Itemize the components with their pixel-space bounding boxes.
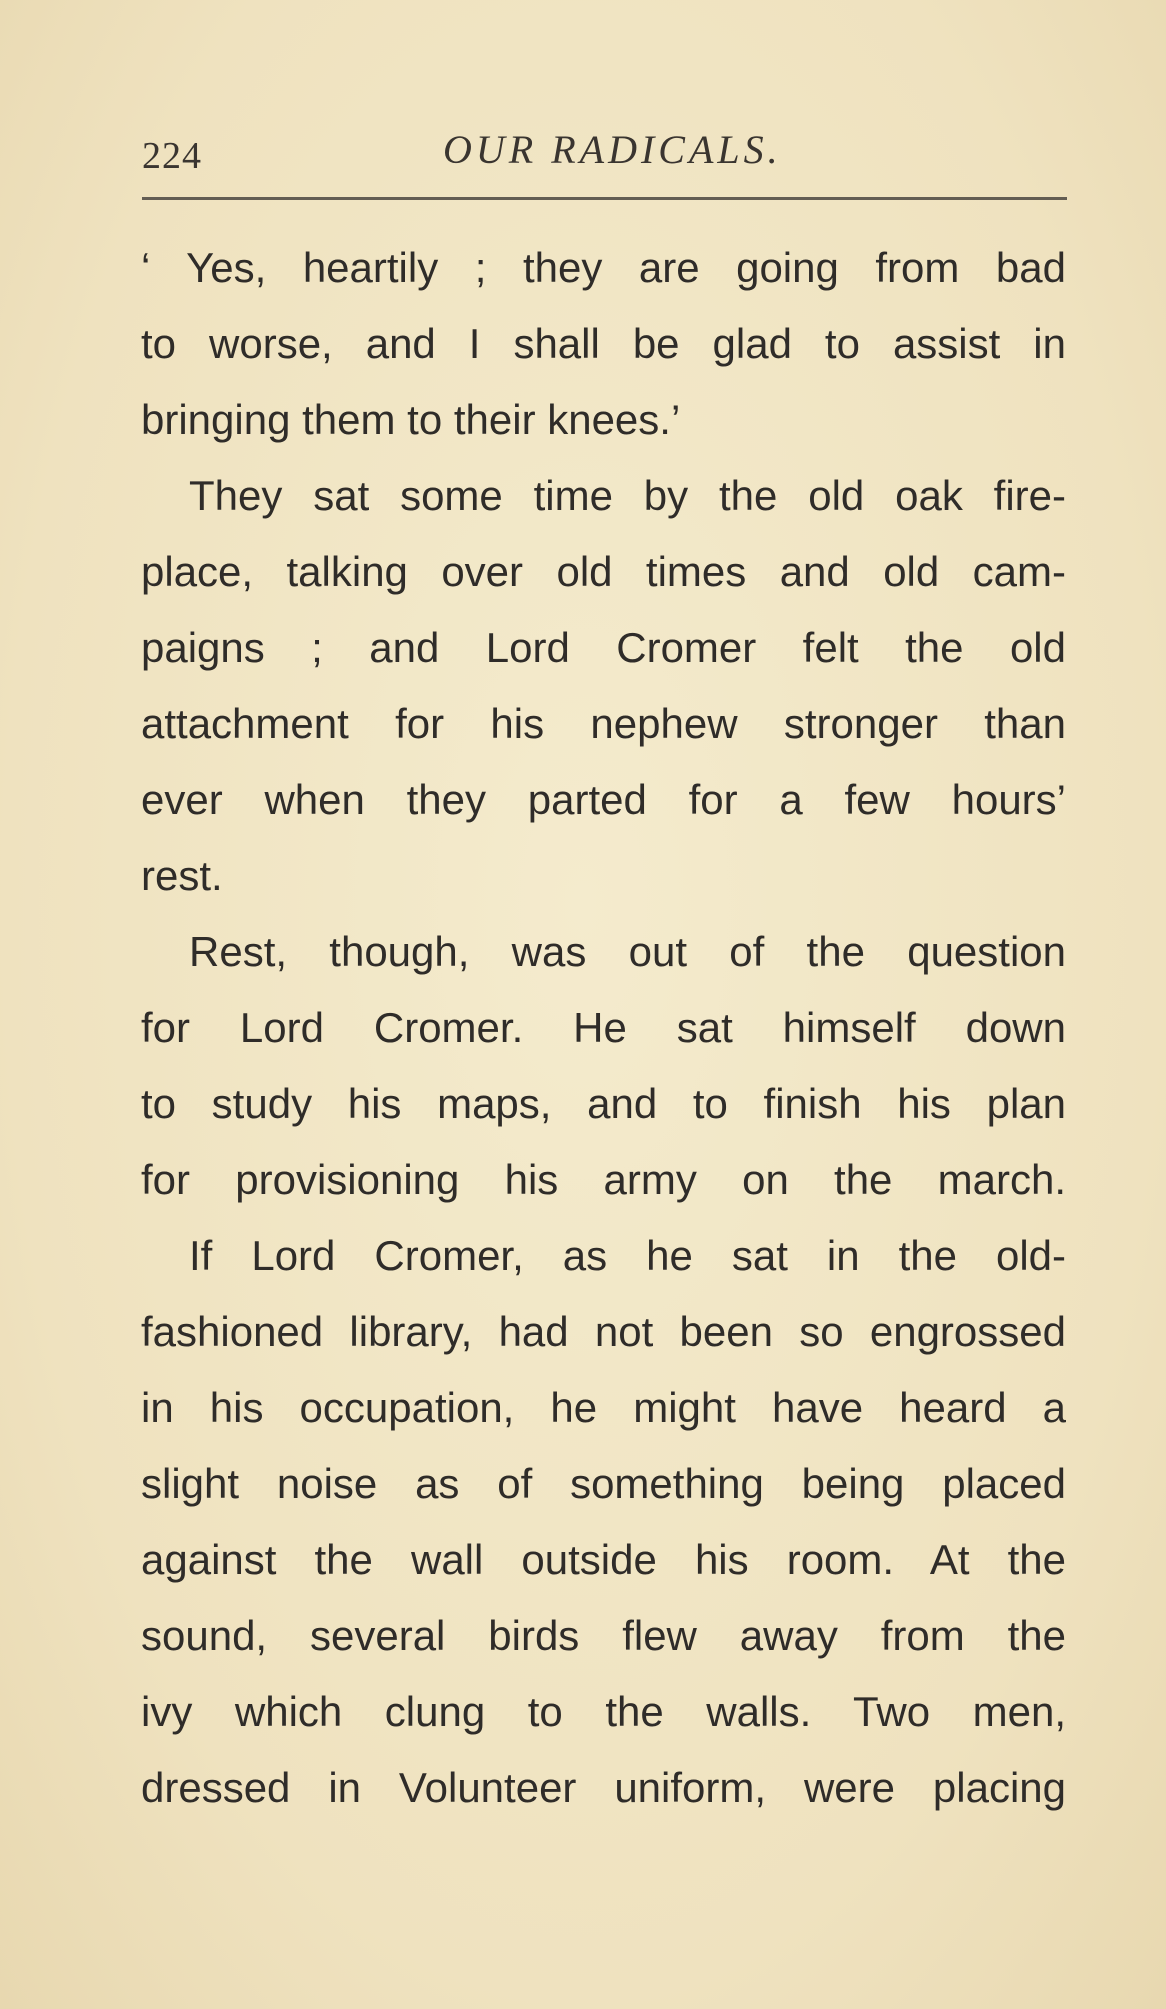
text-line: to worse, and I shall be glad to assist in (141, 320, 1066, 367)
text-line: against the wall outside his room. At the (141, 1536, 1066, 1583)
text-line: They sat some time by the old oak fire- (189, 472, 1066, 519)
text-line: place, talking over old times and old cam- (141, 548, 1066, 595)
text-line: sound, several birds flew away from the (141, 1612, 1066, 1659)
text-line: bringing them to their knees.’ (141, 396, 681, 443)
text-line: dressed in Volunteer uniform, were placing (141, 1764, 1066, 1811)
text-line: rest. (141, 852, 223, 899)
text-line: Rest, though, was out of the question (189, 928, 1066, 975)
text-line: ‘ Yes, heartily ; they are going from bad (141, 244, 1066, 291)
text-line: ivy which clung to the walls. Two men, (141, 1688, 1066, 1735)
text-line: ever when they parted for a few hours’ (141, 776, 1066, 823)
text-line: slight noise as of something being placed (141, 1460, 1066, 1507)
text-line: for Lord Cromer. He sat himself down (141, 1004, 1066, 1051)
body-text (141, 230, 1066, 1826)
text-line: attachment for his nephew stronger than (141, 700, 1066, 747)
header-rule (142, 197, 1067, 200)
running-head: OUR RADICALS. (443, 127, 782, 172)
page-number: 224 (142, 135, 202, 177)
text-line: in his occupation, he might have heard a (141, 1384, 1066, 1431)
text-line: fashioned library, had not been so engrossed (141, 1308, 1066, 1355)
text-line: If Lord Cromer, as he sat in the old- (189, 1232, 1066, 1279)
page-header (140, 118, 1065, 178)
text-line: to study his maps, and to finish his plan (141, 1080, 1066, 1127)
text-line: for provisioning his army on the march. (141, 1156, 1066, 1203)
text-line: paigns ; and Lord Cromer felt the old (141, 624, 1066, 671)
